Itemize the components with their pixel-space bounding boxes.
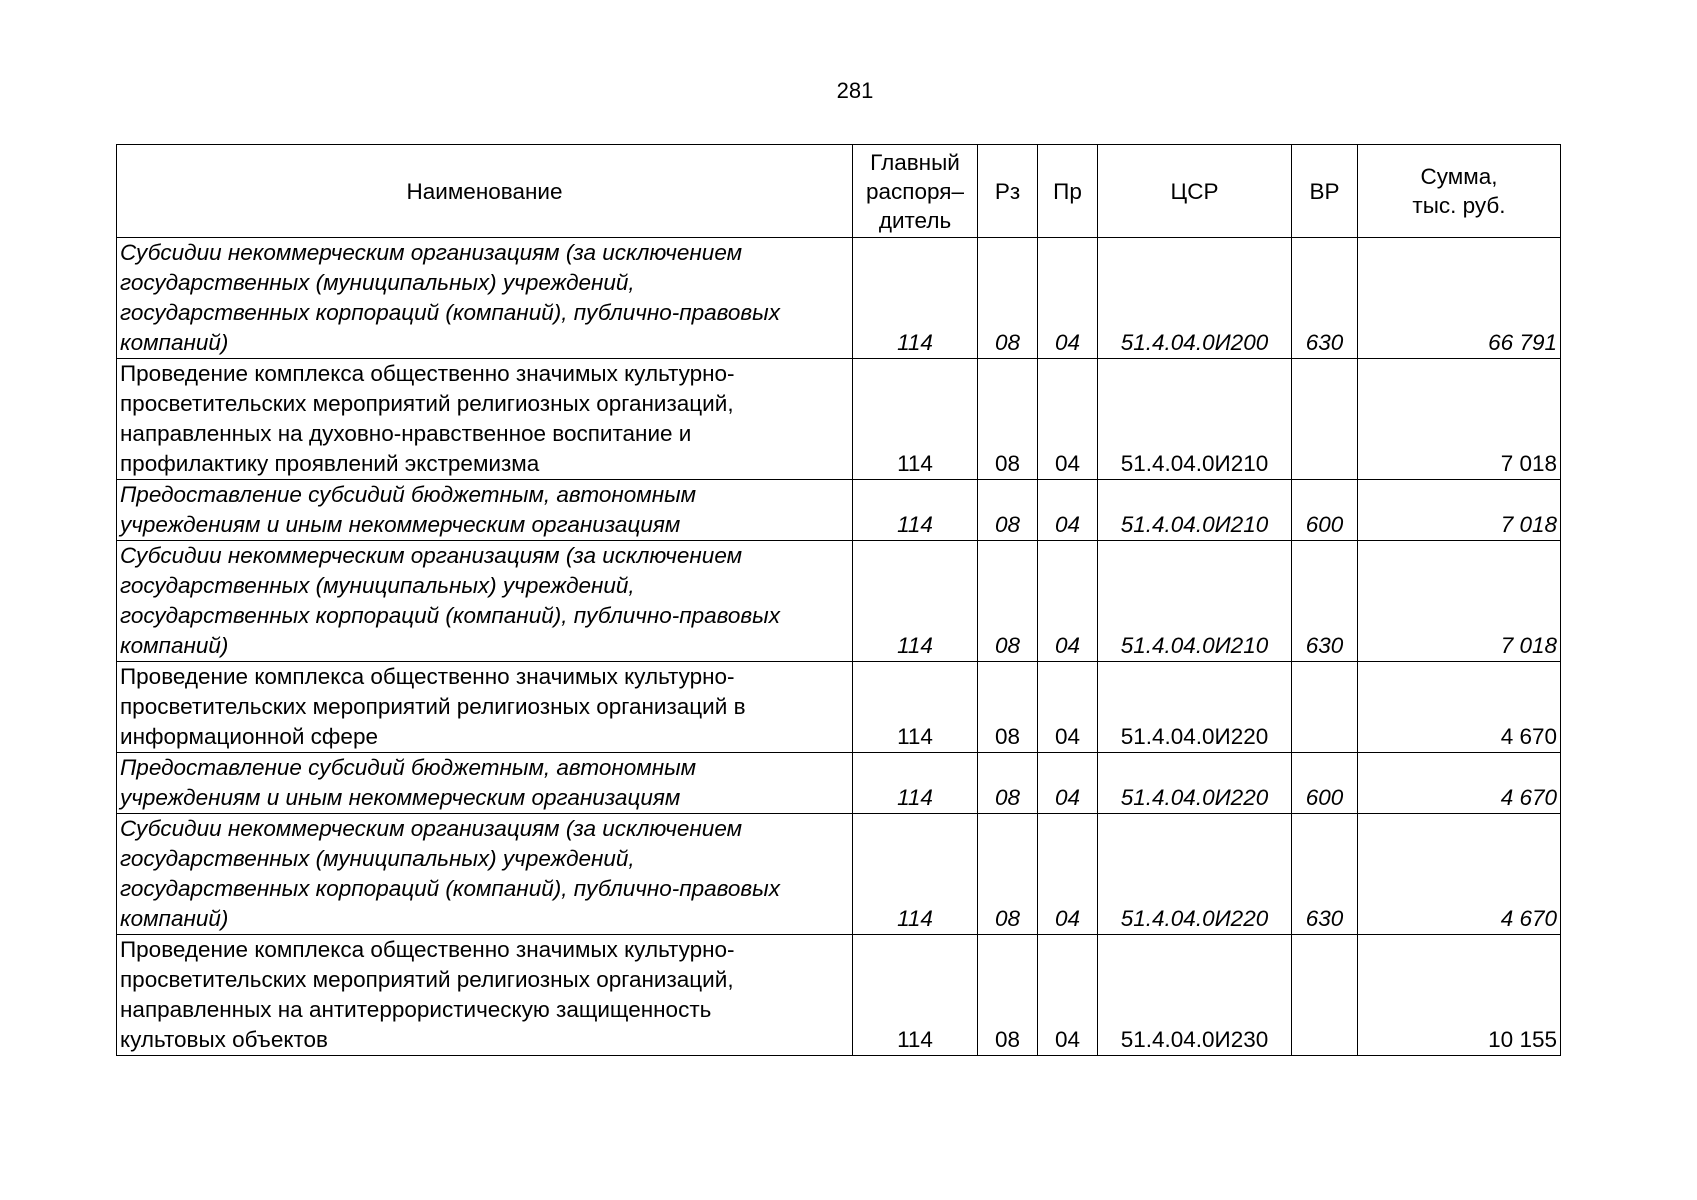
cell-subsection: 04 (1038, 662, 1098, 753)
header-expense-type: ВР (1292, 145, 1358, 238)
cell-target-article: 51.4.04.0И210 (1098, 541, 1292, 662)
cell-target-article: 51.4.04.0И220 (1098, 662, 1292, 753)
cell-target-article: 51.4.04.0И230 (1098, 935, 1292, 1056)
cell-target-article: 51.4.04.0И210 (1098, 359, 1292, 480)
cell-target-article: 51.4.04.0И200 (1098, 238, 1292, 359)
header-section: Рз (978, 145, 1038, 238)
cell-name: Предоставление субсидий бюджетным, автономным учреждениям и иным некоммерческим организациям (117, 753, 853, 814)
cell-name: Проведение комплекса общественно значимых культурно- просветительских мероприятий религиозных организаций в информационной сфере (117, 662, 853, 753)
cell-subsection: 04 (1038, 238, 1098, 359)
header-sum: Сумма, тыс. руб. (1358, 145, 1561, 238)
cell-expense-type: 630 (1292, 238, 1358, 359)
cell-sum: 7 018 (1358, 480, 1561, 541)
cell-subsection: 04 (1038, 935, 1098, 1056)
header-main-manager: Главный распоря– дитель (853, 145, 978, 238)
cell-name: Субсидии некоммерческим организациям (за исключением государственных (муниципальных) учреждений, государственных корпораций (компаний), публично-правовых компаний) (117, 238, 853, 359)
header-target-article: ЦСР (1098, 145, 1292, 238)
cell-target-article: 51.4.04.0И220 (1098, 814, 1292, 935)
cell-expense-type (1292, 662, 1358, 753)
cell-expense-type: 630 (1292, 541, 1358, 662)
table-row (117, 753, 1561, 814)
cell-section: 08 (978, 814, 1038, 935)
cell-main-manager: 114 (853, 935, 978, 1056)
page-number: 281 (836, 78, 874, 103)
cell-subsection: 04 (1038, 359, 1098, 480)
cell-name: Проведение комплекса общественно значимых культурно- просветительских мероприятий религиозных организаций, направленных на антитеррористическую защищенность культовых объектов (117, 935, 853, 1056)
table-row (117, 935, 1561, 1056)
cell-expense-type: 600 (1292, 480, 1358, 541)
cell-section: 08 (978, 541, 1038, 662)
cell-sum: 7 018 (1358, 359, 1561, 480)
cell-sum: 7 018 (1358, 541, 1561, 662)
cell-sum: 4 670 (1358, 662, 1561, 753)
table-row (117, 359, 1561, 480)
table-row (117, 662, 1561, 753)
cell-target-article: 51.4.04.0И220 (1098, 753, 1292, 814)
cell-main-manager: 114 (853, 814, 978, 935)
header-subsection: Пр (1038, 145, 1098, 238)
cell-main-manager: 114 (853, 541, 978, 662)
cell-target-article: 51.4.04.0И210 (1098, 480, 1292, 541)
cell-expense-type: 600 (1292, 753, 1358, 814)
table-row (117, 480, 1561, 541)
cell-main-manager: 114 (853, 480, 978, 541)
cell-section: 08 (978, 238, 1038, 359)
cell-expense-type: 630 (1292, 814, 1358, 935)
cell-expense-type (1292, 359, 1358, 480)
cell-section: 08 (978, 662, 1038, 753)
cell-main-manager: 114 (853, 662, 978, 753)
budget-table (116, 144, 1561, 1056)
cell-subsection: 04 (1038, 814, 1098, 935)
table-row (117, 238, 1561, 359)
cell-section: 08 (978, 480, 1038, 541)
cell-section: 08 (978, 753, 1038, 814)
cell-section: 08 (978, 359, 1038, 480)
header-name: Наименование (117, 145, 853, 238)
table-row (117, 541, 1561, 662)
cell-subsection: 04 (1038, 541, 1098, 662)
cell-name: Субсидии некоммерческим организациям (за исключением государственных (муниципальных) учреждений, государственных корпораций (компаний), публично-правовых компаний) (117, 814, 853, 935)
cell-section: 08 (978, 935, 1038, 1056)
cell-sum: 4 670 (1358, 814, 1561, 935)
cell-name: Субсидии некоммерческим организациям (за исключением государственных (муниципальных) учреждений, государственных корпораций (компаний), публично-правовых компаний) (117, 541, 853, 662)
cell-expense-type (1292, 935, 1358, 1056)
cell-name: Предоставление субсидий бюджетным, автономным учреждениям и иным некоммерческим организациям (117, 480, 853, 541)
table-row (117, 814, 1561, 935)
cell-main-manager: 114 (853, 359, 978, 480)
cell-main-manager: 114 (853, 753, 978, 814)
cell-sum: 10 155 (1358, 935, 1561, 1056)
header-row (117, 145, 1561, 238)
cell-sum: 4 670 (1358, 753, 1561, 814)
cell-subsection: 04 (1038, 753, 1098, 814)
cell-sum: 66 791 (1358, 238, 1561, 359)
cell-subsection: 04 (1038, 480, 1098, 541)
cell-main-manager: 114 (853, 238, 978, 359)
cell-name: Проведение комплекса общественно значимых культурно- просветительских мероприятий религиозных организаций, направленных на духовно-нравственное воспитание и профилактику проявлений экстремизма (117, 359, 853, 480)
